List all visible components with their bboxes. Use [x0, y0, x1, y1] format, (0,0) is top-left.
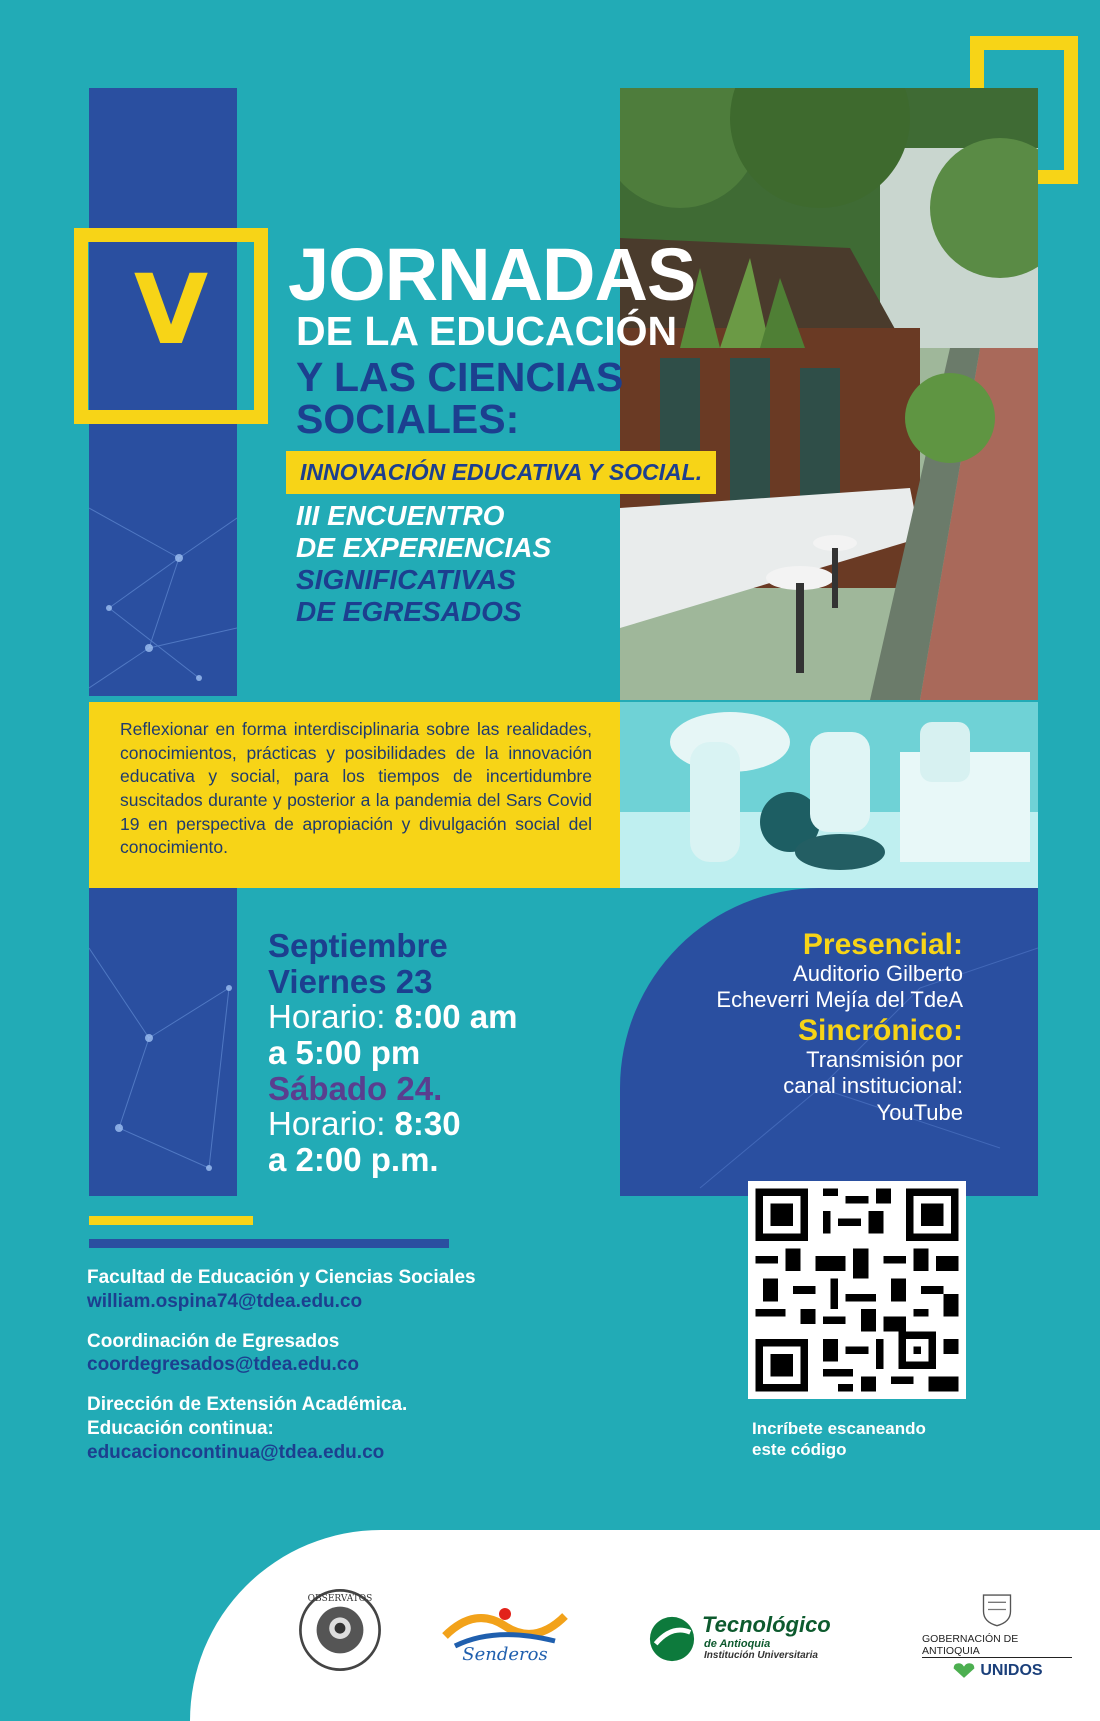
schedule-day2: Sábado 24.	[268, 1069, 443, 1107]
schedule-day1: Viernes 23	[268, 962, 433, 1000]
coat-of-arms-icon	[979, 1590, 1015, 1629]
qr-caption-line1: Incríbete escaneando	[752, 1419, 926, 1438]
description-text: Reflexionar en forma interdisciplinaria sobre las realidades, conocimientos, prácticas y posibilidades de la innovación educativa y social, para los tiempos de incertidumbre suscitados durante y posterior a la pandemia del Sars Covid 19 en perspectiva de apropiación y divulgación social del conocimiento.	[120, 719, 592, 858]
qr-caption-line2: este código	[752, 1440, 847, 1460]
event-title: JORNADAS	[288, 233, 696, 316]
contact-email-continuing[interactable]: educacioncontinua@tdea.edu.co	[87, 1441, 385, 1463]
encuentro-line3: SIGNIFICATIVAS	[296, 564, 516, 595]
qr-caption	[752, 1418, 992, 1461]
tdea-logo[interactable]	[648, 1612, 868, 1666]
heart-icon	[951, 1662, 977, 1680]
hours-label: Horario:	[268, 998, 386, 1036]
tdea-logo-sub2: Institución Universitaria	[704, 1650, 818, 1661]
contact-label-graduates: Coordinación de Egresados	[87, 1330, 340, 1352]
schedule-day1-hours	[268, 999, 598, 1035]
contact-label-extension: Dirección de Extensión Académica.	[87, 1394, 408, 1415]
day2-start: 8:30	[394, 1105, 461, 1143]
sincronico-line1: Transmisión por	[806, 1046, 963, 1072]
day1-start: 8:00 am	[394, 998, 518, 1036]
lab-microscope-photo	[620, 702, 1038, 888]
encuentro-line1: III ENCUENTRO	[296, 500, 505, 531]
unidos-mark	[951, 1662, 1042, 1680]
theme-highlight: INNOVACIÓN EDUCATIVA Y SOCIAL.	[286, 451, 716, 494]
event-subtitle-line3: SOCIALES:	[296, 396, 520, 442]
tdea-logo-name: Tecnológico	[702, 1612, 831, 1637]
tdea-logo-sub: de Antioquia	[704, 1638, 771, 1650]
roman-numeral: V	[133, 254, 209, 366]
presencial-line2: Echeverri Mejía del TdeA	[716, 987, 963, 1013]
divider-navy	[89, 1239, 449, 1248]
senderos-logo-text: Senderos	[462, 1644, 548, 1665]
gobernacion-logo[interactable]	[922, 1590, 1072, 1680]
sincronico-line3: YouTube	[876, 1099, 963, 1125]
divider-yellow	[89, 1216, 253, 1225]
schedule-block	[268, 928, 598, 1177]
day1-end: a 5:00 pm	[268, 1033, 421, 1071]
observatos-logo-text: OBSERVATOS	[307, 1594, 373, 1605]
sincronico-label: Sincrónico:	[797, 1013, 963, 1047]
senderos-logo[interactable]	[435, 1596, 575, 1666]
presencial-label: Presencial:	[802, 928, 963, 961]
observatos-logo[interactable]	[290, 1580, 390, 1680]
gobernacion-logo-text: GOBERNACIÓN DE ANTIOQUIA	[922, 1633, 1072, 1658]
contact-email-faculty[interactable]: william.ospina74@tdea.edu.co	[87, 1290, 363, 1312]
schedule-month: Septiembre	[268, 927, 448, 964]
encuentro-line2: DE EXPERIENCIAS	[296, 532, 552, 563]
unidos-text: UNIDOS	[980, 1662, 1043, 1679]
contact-email-graduates[interactable]: coordegresados@tdea.edu.co	[87, 1354, 359, 1376]
contact-label-continuing: Educación continua:	[87, 1417, 274, 1439]
sincronico-line2: canal institucional:	[783, 1073, 963, 1099]
presencial-line1: Auditorio Gilberto	[793, 961, 963, 986]
encuentro-line4: DE EGRESADOS	[296, 596, 522, 627]
registration-qr-code[interactable]	[748, 1181, 966, 1399]
hours-label-2: Horario:	[268, 1105, 386, 1143]
left-navy-bar-bottom	[89, 888, 237, 1196]
campus-building-photo	[620, 88, 1038, 700]
schedule-day2-hours	[268, 1106, 598, 1142]
day2-end: a 2:00 p.m.	[268, 1140, 439, 1178]
event-subtitle-line2: Y LAS CIENCIAS	[296, 354, 624, 400]
event-subtitle-line1: DE LA EDUCACIÓN	[296, 308, 678, 354]
contact-label-faculty: Facultad de Educación y Ciencias Sociales	[87, 1267, 476, 1288]
location-block	[660, 928, 963, 1126]
contacts-block	[87, 1266, 567, 1464]
